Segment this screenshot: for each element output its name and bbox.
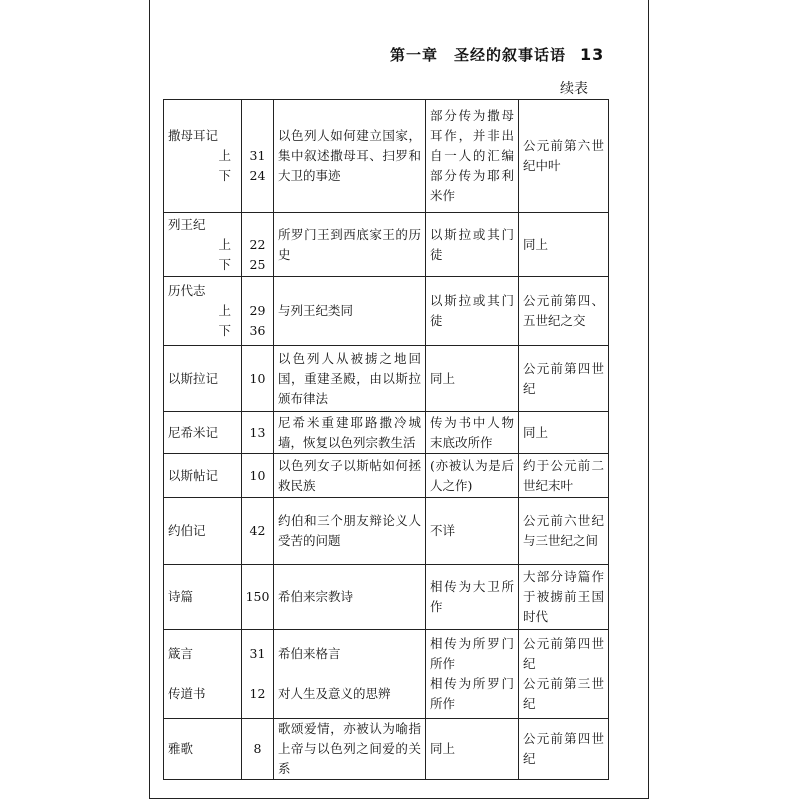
author-cell (426, 630, 519, 719)
author-cell: 同上 (426, 346, 519, 412)
author-text: 相传为所罗门所作 (430, 636, 514, 671)
content-cell: 歌颂爱情，亦被认为喻指上帝与以色列之间爱的关系 (274, 719, 426, 780)
content-cell: 尼希米重建耶路撒冷城墙，恢复以色列宗教生活 (274, 412, 426, 454)
chapters-cell: 42 (242, 498, 274, 565)
date-text: 公元前第三世纪 (523, 676, 604, 711)
book-name: 列王纪 (168, 216, 206, 232)
content-text: 希伯来格言 (278, 646, 341, 661)
chapter-count: 31 (249, 148, 266, 163)
chapters-cell (242, 213, 274, 277)
book-cell (164, 630, 242, 719)
book-name: 箴言 (168, 646, 194, 661)
date-cell: 公元前第四世纪 (519, 346, 609, 412)
content-cell: 与列王纪类同 (274, 277, 426, 346)
author-cell: 以斯拉或其门徒 (426, 213, 519, 277)
book-cell: 以斯拉记 (164, 346, 242, 412)
date-cell: 同上 (519, 412, 609, 454)
date-cell: 同上 (519, 213, 609, 277)
chapters-cell: 8 (242, 719, 274, 780)
content-cell: 以色列女子以斯帖如何拯救民族 (274, 454, 426, 498)
date-cell: 公元前第四、五世纪之交 (519, 277, 609, 346)
chapters-cell: 10 (242, 346, 274, 412)
date-cell: 大部分诗篇作于被掳前王国时代 (519, 565, 609, 630)
date-cell: 约于公元前二世纪末叶 (519, 454, 609, 498)
author-cell: (亦被认为是后人之作) (426, 454, 519, 498)
book-cell: 雅歌 (164, 719, 242, 780)
date-cell (519, 630, 609, 719)
book-cell (164, 277, 242, 346)
author-cell: 相传为大卫所作 (426, 565, 519, 630)
book-name: 历代志 (168, 283, 206, 298)
table-row (164, 213, 609, 277)
table-row (164, 100, 609, 213)
book-part: 上 (218, 236, 231, 252)
page-number: 13 (580, 45, 605, 64)
book-part: 下 (218, 168, 231, 183)
content-cell: 以色列人从被掳之地回国，重建圣殿，由以斯拉颁布律法 (274, 346, 426, 412)
book-part: 上 (218, 303, 231, 318)
book-cell: 约伯记 (164, 498, 242, 565)
content-cell: 希伯来宗教诗 (274, 565, 426, 630)
chapter-count: 12 (249, 686, 266, 701)
table-row (164, 719, 609, 780)
content-cell (274, 630, 426, 719)
book-cell (164, 100, 242, 213)
chapter-count: 31 (249, 646, 266, 661)
book-cell: 诗篇 (164, 565, 242, 630)
book-part: 下 (218, 256, 231, 272)
book-name: 撒母耳记 (168, 128, 219, 143)
chapters-cell (242, 277, 274, 346)
content-cell: 约伯和三个朋友辩论义人受苦的问题 (274, 498, 426, 565)
date-text: 公元前第四世纪 (523, 636, 604, 671)
content-text: 对人生及意义的思辨 (278, 686, 391, 701)
date-cell: 公元前第六世纪中叶 (519, 100, 609, 213)
author-cell: 不详 (426, 498, 519, 565)
book-name: 传道书 (168, 686, 206, 701)
book-part: 下 (218, 323, 231, 338)
chapters-cell (242, 630, 274, 719)
chapter-count: 29 (249, 303, 266, 318)
chapters-cell: 150 (242, 565, 274, 630)
author-cell: 部分传为撒母耳作，并非出自一人的汇编部分传为耶利米作 (426, 100, 519, 213)
author-cell: 以斯拉或其门徒 (426, 277, 519, 346)
table-row (164, 412, 609, 454)
table-row (164, 565, 609, 630)
chapters-cell: 13 (242, 412, 274, 454)
chapters-cell (242, 100, 274, 213)
date-cell: 公元前第四世纪 (519, 719, 609, 780)
author-cell: 传为书中人物末底改所作 (426, 412, 519, 454)
author-text: 相传为所罗门所作 (430, 676, 514, 711)
chapters-cell: 10 (242, 454, 274, 498)
book-part: 上 (218, 148, 231, 163)
table-row (164, 630, 609, 719)
chapter-title: 第一章 圣经的叙事话语 (390, 46, 567, 64)
author-cell: 同上 (426, 719, 519, 780)
chapter-count: 24 (249, 168, 266, 183)
chapter-count: 22 (249, 236, 266, 252)
table-row (164, 346, 609, 412)
date-cell: 公元前六世纪与三世纪之间 (519, 498, 609, 565)
content-cell: 以色列人如何建立国家，集中叙述撒母耳、扫罗和大卫的事迹 (274, 100, 426, 213)
continued-label: 续表 (560, 81, 588, 97)
book-cell: 以斯帖记 (164, 454, 242, 498)
content-cell: 所罗门王到西底家王的历史 (274, 213, 426, 277)
table-row (164, 454, 609, 498)
bible-books-table (163, 99, 609, 780)
table-row (164, 498, 609, 565)
book-cell: 尼希米记 (164, 412, 242, 454)
book-cell (164, 213, 242, 277)
chapter-count: 25 (249, 256, 266, 272)
running-head (390, 44, 604, 65)
table-row (164, 277, 609, 346)
chapter-count: 36 (249, 323, 266, 338)
